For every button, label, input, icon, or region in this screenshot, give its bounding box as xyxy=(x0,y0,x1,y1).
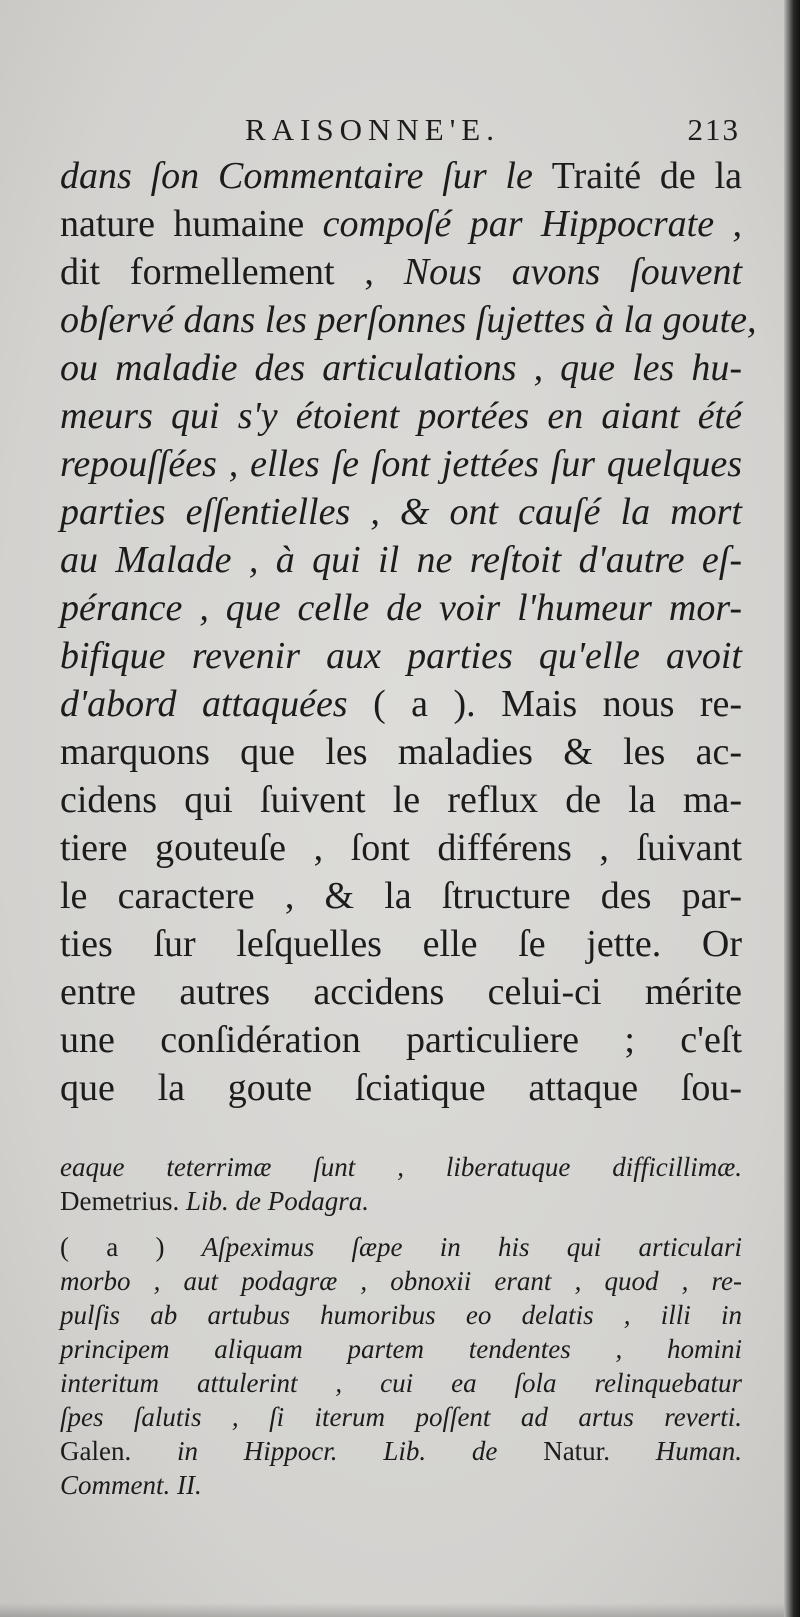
text-line: parties eſſentielles , & ont cauſé la mort xyxy=(60,491,742,533)
footnote-line: eaque teterrimæ ſunt , liberatuque difficillimæ. xyxy=(60,1152,742,1182)
text-line: marquons que les maladies & les ac- xyxy=(60,731,742,773)
running-head: RAISONNE'E. xyxy=(245,112,500,147)
text-line: pérance , que celle de voir l'humeur mor- xyxy=(60,587,742,629)
text-line: tiere gouteuſe , ſont différens , ſuivant xyxy=(60,827,742,869)
text-line: d'abord attaquées ( a ). Mais nous re- xyxy=(60,683,743,725)
main-text xyxy=(60,152,757,1112)
text-line: dans ſon Commentaire ſur le Traité de la xyxy=(60,155,742,197)
text-line: cidens qui ſuivent le reflux de la ma- xyxy=(60,779,742,821)
text-line: ou maladie des articulations , que les hu- xyxy=(60,347,742,389)
footnote-line: Galen. in Hippocr. Lib. de Natur. Human. xyxy=(60,1436,742,1466)
text-line: que la goute ſciatique attaque ſou- xyxy=(60,1067,742,1109)
text-line: une conſidération particuliere ; c'eſt xyxy=(60,1019,742,1061)
page-number: 213 xyxy=(687,112,740,147)
footnote-line: ( a ) Aſpeximus ſæpe in his qui articulari xyxy=(60,1232,742,1262)
footnotes xyxy=(60,1150,742,1502)
text-line: obſervé dans les perſonnes ſujettes à la goute, xyxy=(60,299,757,341)
text-line: dit formellement , Nous avons ſouvent xyxy=(60,251,743,293)
footnote-line: principem aliquam partem tendentes , homini xyxy=(60,1334,742,1364)
text-line: bifique revenir aux parties qu'elle avoit xyxy=(60,635,742,677)
footnote-line: Comment. II. xyxy=(60,1470,202,1500)
footnote-line: ſpes ſalutis , ſi iterum poſſent ad artus reverti. xyxy=(60,1402,742,1432)
text-line: le caractere , & la ſtructure des par- xyxy=(60,875,742,917)
text-line: nature humaine compoſé par Hippocrate , xyxy=(60,203,742,245)
text-line: entre autres accidens celui-ci mérite xyxy=(60,971,742,1013)
footnote-line: pulſis ab artubus humoribus eo delatis , illi in xyxy=(60,1300,742,1330)
footnote-line: morbo , aut podagræ , obnoxii erant , quod , re- xyxy=(60,1266,742,1296)
footnote-line: Demetrius. Lib. de Podagra. xyxy=(60,1186,369,1216)
footnote-line: interitum attulerint , cui ea ſola relinquebatur xyxy=(60,1368,742,1398)
text-line: repouſſées , elles ſe ſont jettées ſur quelques xyxy=(60,443,742,485)
text-line: meurs qui s'y étoient portées en aiant été xyxy=(60,395,742,437)
text-line: ties ſur leſquelles elle ſe jette. Or xyxy=(60,923,742,965)
text-line: au Malade , à qui il ne reſtoit d'autre eſ- xyxy=(60,539,742,581)
page-header xyxy=(245,112,740,152)
